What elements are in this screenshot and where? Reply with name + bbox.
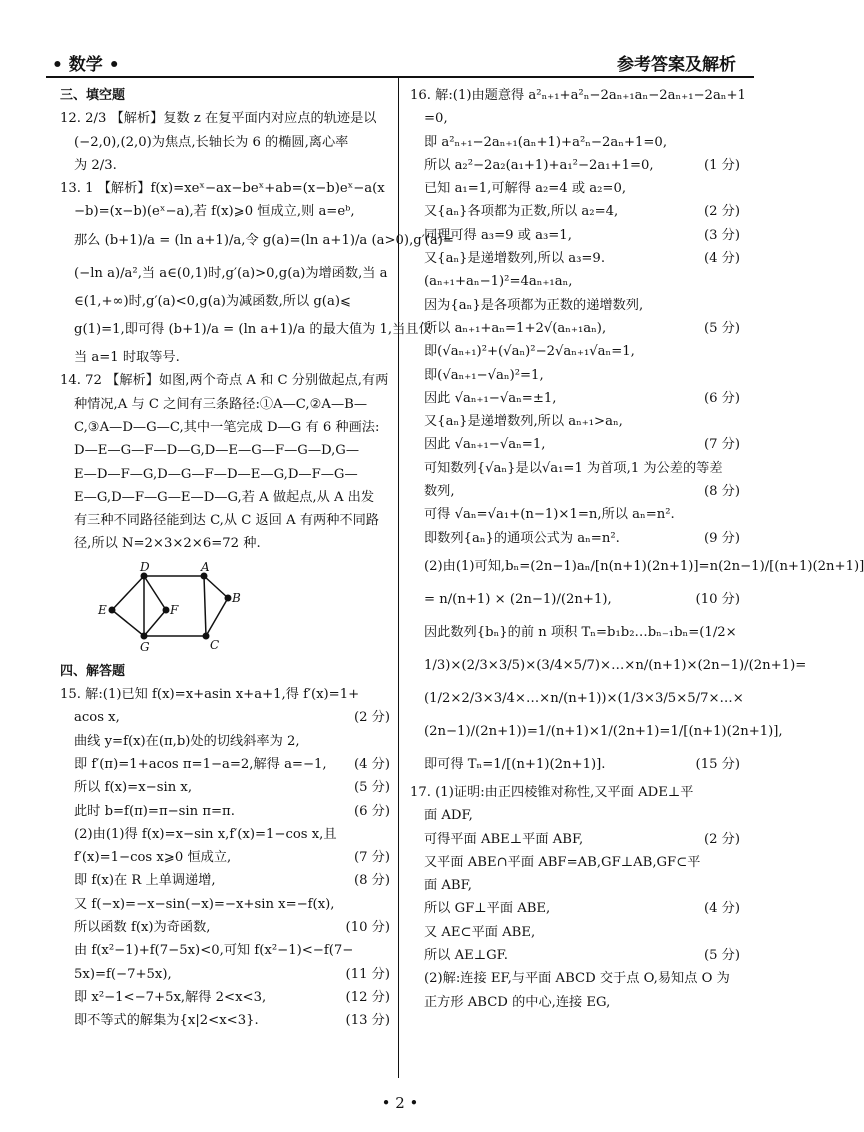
- right-lines-line: [410, 682, 744, 715]
- right-lines-line: [410, 503, 740, 526]
- line-text: 因此 √aₙ₊₁−√aₙ=1,: [424, 437, 546, 453]
- line-text: g(1)=1,即可得 (b+1)/a = (ln a+1)/a 的最大值为 1,当且仅: [74, 322, 432, 338]
- right-lines-line: [410, 583, 740, 616]
- line-text: 当 a=1 时取等号.: [74, 350, 180, 366]
- right-lines-line: [410, 270, 740, 293]
- line-text: 所以函数 f(x)为奇函数,: [74, 920, 211, 936]
- left-lines2-line: [60, 660, 390, 683]
- right-lines-line: [410, 616, 740, 649]
- line-text: 可得 √aₙ=√a₁+(n−1)×1=n,所以 aₙ=n².: [424, 507, 675, 523]
- right-lines-line: [410, 84, 746, 107]
- score-note: (3 分): [703, 227, 740, 243]
- label-A: A: [201, 559, 210, 574]
- right-lines-line: [410, 781, 740, 804]
- score-note: (5 分): [353, 780, 390, 796]
- line-text: f′(x)=1−cos x⩾0 恒成立,: [74, 850, 232, 866]
- header-rule: [46, 76, 754, 78]
- score-note: (5 分): [703, 948, 740, 964]
- left-lines2-line: [60, 706, 390, 729]
- right-lines-line: [410, 921, 740, 944]
- right-lines-line: [410, 247, 740, 270]
- label-F: F: [170, 602, 179, 617]
- left-lines-line: [60, 346, 390, 369]
- right-lines-line: [410, 340, 740, 363]
- right-lines-line: [410, 387, 740, 410]
- line-text: 可得平面 ABE⊥平面 ABF,: [424, 831, 584, 847]
- node-C: [203, 632, 210, 639]
- graph-svg: [60, 559, 260, 654]
- right-lines-line: [410, 649, 807, 682]
- score-note: (8 分): [353, 873, 390, 889]
- line-text: 那么 (b+1)/a = (ln a+1)/a,令 g(a)=(ln a+1)/a (a>0),g′(a)=: [74, 232, 454, 248]
- score-note: (9 分): [703, 530, 740, 546]
- left-lines2-line: [60, 916, 390, 939]
- line-text: 即 a²ₙ₊₁−2aₙ₊₁(aₙ+1)+a²ₙ−2aₙ+1=0,: [424, 134, 668, 150]
- line-text: 16. 解:(1)由题意得 a²ₙ₊₁+a²ₙ−2aₙ₊₁aₙ−2aₙ₊₁−2aₙ+1: [410, 88, 746, 103]
- line-text: (−ln a)/a²,当 a∈(0,1)时,g′(a)>0,g(a)为增函数,当 a: [74, 265, 388, 281]
- score-note: (4 分): [353, 756, 390, 772]
- right-lines-line: [410, 967, 740, 990]
- score-note: (1 分): [703, 157, 740, 173]
- line-text: −b)=(x−b)(eˣ−a),若 f(x)⩾0 恒成立,则 a=eᵇ,: [74, 204, 355, 220]
- right-lines-line: [410, 224, 740, 247]
- line-text: 因此 √aₙ₊₁−√aₙ=±1,: [424, 390, 557, 406]
- left-lines2-line: [60, 939, 390, 962]
- line-text: D—E—G—F—D—G,D—E—G—F—G—D,G—: [74, 443, 360, 459]
- line-text: 有三种不同路径能到达 C,从 C 返回 A 有两种不同路: [74, 513, 379, 529]
- left-lines-line: [60, 369, 390, 392]
- right-lines-line: [410, 107, 740, 130]
- line-text: 正方形 ABCD 的中心,连接 EG,: [424, 994, 611, 1010]
- line-text: ∈(1,+∞)时,g′(a)<0,g(a)为减函数,所以 g(a)⩽: [74, 293, 352, 309]
- label-E: E: [98, 602, 107, 617]
- left-lines-line: [60, 177, 390, 200]
- left-lines2-line: [60, 753, 390, 776]
- score-note: (6 分): [353, 803, 390, 819]
- left-lines2-line: [60, 730, 390, 753]
- line-text: 5x)=f(−7+5x),: [74, 966, 172, 982]
- line-text: 所以 GF⊥平面 ABE,: [424, 901, 551, 917]
- left-lines-line: [60, 131, 390, 154]
- right-lines-line: [410, 944, 740, 967]
- right-lines-line: [410, 364, 740, 387]
- right-lines-line: [410, 804, 740, 827]
- line-text: (2)由(1)得 f(x)=x−sin x,f′(x)=1−cos x,且: [74, 826, 337, 842]
- left-lines-line: [60, 257, 390, 290]
- right-column: [410, 84, 864, 1014]
- line-text: 即(√aₙ₊₁−√aₙ)²=1,: [424, 367, 544, 383]
- line-text: 又平面 ABE∩平面 ABF=AB,GF⊥AB,GF⊂平: [424, 854, 701, 870]
- answer-header: 参考答案及解析: [617, 55, 736, 75]
- left-lines-line: [60, 486, 390, 509]
- left-lines-line: [60, 463, 390, 486]
- line-text: 所以 f(x)=x−sin x,: [74, 780, 193, 796]
- line-text: 又 AE⊂平面 ABE,: [424, 924, 536, 940]
- score-note: (4 分): [703, 251, 740, 267]
- edge-F-G: [144, 610, 166, 636]
- line-text: 又{aₙ}各项都为正数,所以 a₂=4,: [424, 204, 619, 220]
- line-text: 面 ABF,: [424, 878, 472, 894]
- left-lines2-line: [60, 823, 390, 846]
- line-text: 所以 a₂²−2a₂(a₁+1)+a₁²−2a₁+1=0,: [424, 157, 654, 173]
- line-text: (2)由(1)可知,bₙ=(2n−1)aₙ/[n(n+1)(2n+1)]=n(2n−1)/[(n+1)(2n+1)]: [424, 558, 864, 574]
- right-lines-line: [410, 828, 740, 851]
- line-text: 即不等式的解集为{x|2<x<3}.: [74, 1013, 259, 1029]
- graph-figure: [60, 559, 390, 654]
- line-text: =0,: [424, 111, 448, 127]
- line-text: (aₙ₊₁+aₙ−1)²=4aₙ₊₁aₙ,: [424, 274, 573, 290]
- right-lines-line: [410, 748, 740, 781]
- left-lines-line: [60, 200, 390, 223]
- line-text: 所以 aₙ₊₁+aₙ=1+2√(aₙ₊₁aₙ),: [424, 320, 607, 336]
- right-lines-line: [410, 991, 740, 1014]
- line-text: 12. 2/3 【解析】复数 z 在复平面内对应点的轨迹是以: [60, 111, 377, 127]
- line-text: 又{aₙ}是递增数列,所以 a₃=9.: [424, 251, 606, 267]
- line-text: 四、解答题: [60, 663, 126, 679]
- right-lines-line: [410, 433, 740, 456]
- score-note: (7 分): [703, 437, 740, 453]
- line-text: 同理可得 a₃=9 或 a₃=1,: [424, 227, 572, 243]
- left-lines2-line: [60, 986, 390, 1009]
- left-lines2-line: [60, 1009, 390, 1032]
- score-note: (13 分): [345, 1013, 390, 1029]
- node-E: [109, 606, 116, 613]
- line-text: 因此数列{bₙ}的前 n 项积 Tₙ=b₁b₂…bₙ₋₁bₙ=(1/2×: [424, 624, 737, 640]
- edge-D-E: [112, 576, 144, 610]
- right-lines-line: [410, 154, 740, 177]
- left-lines2-line: [60, 963, 390, 986]
- left-lines-line: [60, 439, 390, 462]
- line-text: 即 x²−1<−7+5x,解得 2<x<3,: [74, 989, 267, 1005]
- right-lines-line: [410, 457, 740, 480]
- left-lines-line: [60, 313, 432, 346]
- score-note: (2 分): [703, 204, 740, 220]
- line-text: 13. 1 【解析】f(x)=xeˣ−ax−beˣ+ab=(x−b)eˣ−a(x: [60, 181, 385, 197]
- line-text: 面 ADF,: [424, 808, 473, 824]
- label-D: D: [140, 559, 150, 574]
- label-C: C: [210, 637, 220, 652]
- subject-header: • 数学 •: [52, 55, 120, 75]
- score-note: (8 分): [703, 484, 740, 500]
- score-note: (2 分): [353, 710, 390, 726]
- line-text: 因为{aₙ}是各项都为正数的递增数列,: [424, 297, 644, 313]
- score-note: (11 分): [345, 966, 390, 982]
- right-lines: [410, 84, 864, 1014]
- line-text: 即(√aₙ₊₁)²+(√aₙ)²−2√aₙ₊₁√aₙ=1,: [424, 344, 635, 360]
- line-text: C,③A—D—G—C,其中一笔完成 D—G 有 6 种画法:: [74, 419, 380, 435]
- left-lines-line: [60, 509, 390, 532]
- right-lines-line: [410, 131, 740, 154]
- line-text: 即 f′(π)=1+acos π=1−a=2,解得 a=−1,: [74, 756, 327, 772]
- left-lines-line: [60, 107, 390, 130]
- edge-A-B: [204, 576, 228, 598]
- line-text: 14. 72 【解析】如图,两个奇点 A 和 C 分别做起点,有两: [60, 373, 389, 389]
- left-lines-line: [60, 532, 390, 555]
- left-lines-line: [60, 290, 390, 313]
- label-G: G: [140, 639, 150, 654]
- right-lines-line: [410, 317, 740, 340]
- edge-B-C: [206, 598, 228, 636]
- node-B: [225, 594, 232, 601]
- line-text: 15. 解:(1)已知 f(x)=x+asin x+a+1,得 f′(x)=1+: [60, 687, 360, 703]
- score-note: (5 分): [703, 320, 740, 336]
- score-note: (12 分): [345, 989, 390, 1005]
- line-text: E—D—F—G,D—G—F—D—E—G,D—F—G—: [74, 466, 358, 482]
- left-lines2-line: [60, 846, 390, 869]
- left-lines-line: [60, 224, 454, 257]
- line-text: 所以 AE⊥GF.: [424, 948, 508, 964]
- page-number: • 2 •: [381, 1094, 419, 1112]
- line-text: 由 f(x²−1)+f(7−5x)<0,可知 f(x²−1)<−f(7−: [74, 943, 354, 959]
- line-text: 已知 a₁=1,可解得 a₂=4 或 a₂=0,: [424, 181, 627, 197]
- line-text: 三、填空题: [60, 88, 126, 103]
- line-text: acos x,: [74, 710, 120, 726]
- right-lines-line: [410, 410, 740, 433]
- left-lines-line: [60, 416, 390, 439]
- node-F: [163, 606, 170, 613]
- left-lines-bottom: [60, 660, 390, 1033]
- line-text: E—G,D—F—G—E—D—G,若 A 做起点,从 A 出发: [74, 489, 375, 505]
- left-lines2-line: [60, 869, 390, 892]
- right-lines-line: [410, 480, 740, 503]
- node-G: [141, 632, 148, 639]
- right-lines-line: [410, 177, 740, 200]
- edge-D-F: [144, 576, 166, 610]
- line-text: 此时 b=f(π)=π−sin π=π.: [74, 803, 235, 819]
- left-lines2-line: [60, 800, 390, 823]
- line-text: 径,所以 N=2×3×2×6=72 种.: [74, 536, 261, 552]
- line-text: 即数列{aₙ}的通项公式为 aₙ=n².: [424, 530, 620, 546]
- line-text: 即 f(x)在 R 上单调递增,: [74, 873, 216, 889]
- right-lines-line: [410, 550, 864, 583]
- line-text: (2n−1)/(2n+1))=1/(n+1)×1/(2n+1)=1/[(n+1)(2n+1)],: [424, 723, 783, 739]
- label-B: B: [232, 590, 241, 605]
- edge-E-G: [112, 610, 144, 636]
- score-note: (10 分): [695, 591, 740, 607]
- left-lines-line: [60, 393, 390, 416]
- line-text: 可知数列{√aₙ}是以√a₁=1 为首项,1 为公差的等差: [424, 460, 723, 476]
- score-note: (4 分): [703, 901, 740, 917]
- line-text: 数列,: [424, 484, 455, 500]
- line-text: (2)解:连接 EF,与平面 ABCD 交于点 O,易知点 O 为: [424, 971, 730, 987]
- score-note: (6 分): [703, 390, 740, 406]
- line-text: 为 2/3.: [74, 157, 117, 173]
- line-text: 又{aₙ}是递增数列,所以 aₙ₊₁>aₙ,: [424, 414, 623, 430]
- left-lines-line: [60, 154, 390, 177]
- right-lines-line: [410, 200, 740, 223]
- line-text: 曲线 y=f(x)在(π,b)处的切线斜率为 2,: [74, 733, 300, 749]
- left-lines2-line: [60, 893, 390, 916]
- left-lines2-line: [60, 776, 390, 799]
- left-lines2-line: [60, 683, 390, 706]
- right-lines-line: [410, 294, 740, 317]
- score-note: (15 分): [695, 756, 740, 772]
- score-note: (7 分): [353, 850, 390, 866]
- line-text: 又 f(−x)=−x−sin(−x)=−x+sin x=−f(x),: [74, 896, 335, 912]
- edge-A-C: [204, 576, 206, 636]
- right-lines-line: [410, 851, 740, 874]
- score-note: (10 分): [345, 920, 390, 936]
- line-text: 种情况,A 与 C 之间有三条路径:①A—C,②A—B—: [74, 396, 368, 412]
- right-lines-line: [410, 715, 783, 748]
- line-text: (−2,0),(2,0)为焦点,长轴长为 6 的椭圆,离心率: [74, 134, 349, 150]
- line-text: 即可得 Tₙ=1/[(n+1)(2n+1)].: [424, 756, 606, 772]
- score-note: (2 分): [703, 831, 740, 847]
- right-lines-line: [410, 897, 740, 920]
- line-text: 17. (1)证明:由正四棱锥对称性,又平面 ADE⊥平: [410, 784, 694, 800]
- line-text: = n/(n+1) × (2n−1)/(2n+1),: [424, 591, 612, 607]
- line-text: 1/3)×(2/3×3/5)×(3/4×5/7)×…×n/(n+1)×(2n−1)/(2n+1)=: [424, 657, 807, 673]
- line-text: (1/2×2/3×3/4×…×n/(n+1))×(1/3×3/5×5/7×…×: [424, 690, 744, 706]
- right-lines-line: [410, 527, 740, 550]
- left-lines-line: [60, 84, 390, 107]
- right-lines-line: [410, 874, 740, 897]
